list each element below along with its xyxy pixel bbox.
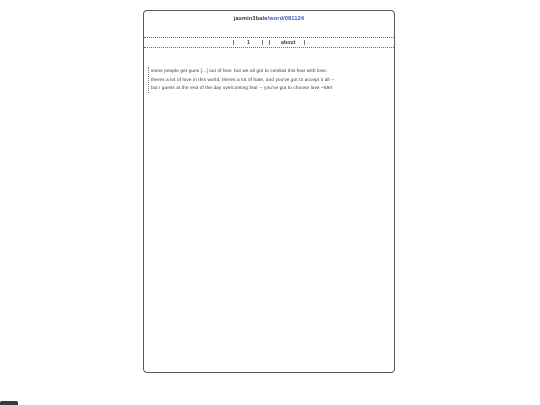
post-line: theres a lot of love in this world, theres a lot of hate, and you've got to accept it all -- [151,76,335,82]
post-line: but i guess at the end of the day overcoming fear -- you've got to choose love ~59rt [151,85,333,90]
nav-about-link[interactable]: about [281,40,296,46]
nav-separator: | [233,40,235,46]
nav-page-number[interactable]: 1 [247,40,250,46]
corner-tab[interactable] [0,401,18,405]
blog-name[interactable]: jasmin3bale [233,16,268,22]
blog-title [144,16,394,22]
post-text [148,67,395,93]
nav-separator: | [262,40,264,46]
blog-path-link[interactable]: /word/081124 [267,16,305,22]
nav-separator: | [304,40,306,46]
blog-card [143,10,395,373]
nav-bar [144,37,394,48]
post-line: some people get guns [...] out of fear. but we all got to combat this fear with love. [151,68,328,73]
nav-separator: | [269,40,271,46]
